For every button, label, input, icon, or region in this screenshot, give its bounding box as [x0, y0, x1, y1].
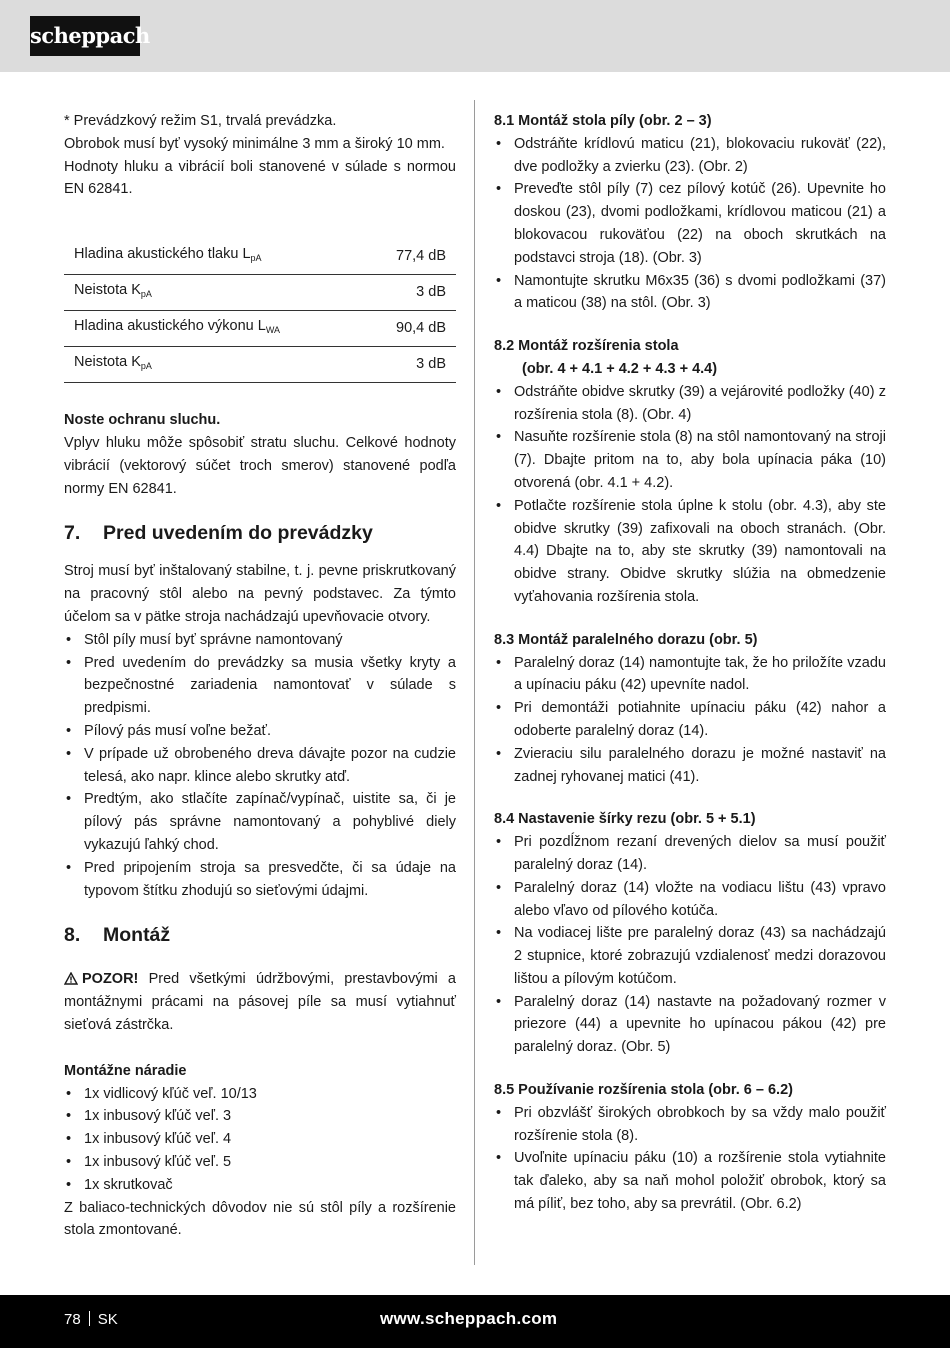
list-item: • Nasuňte rozšírenie stola (8) na stôl namontovaný na stroji (7). Dbajte pritom na to, aby bola upínacia páka (10) otvorená (obr. 4.1 + 4.2).	[494, 426, 886, 494]
warning-icon	[64, 972, 78, 985]
list-item: • Pred pripojením stroja sa presvedčte, či sa údaje na typovom štítku zhodujú so sieťovými údajmi.	[64, 857, 456, 903]
warning-label: POZOR!	[82, 971, 139, 988]
tools-title: Montážne náradie	[64, 1062, 187, 1079]
row-value: 90,4 dB	[371, 311, 456, 347]
list-item: • Pri pozdĺžnom rezaní drevených dielov sa musí použiť paralelný doraz (14).	[494, 831, 886, 877]
table-row	[64, 275, 456, 311]
subsection-8-4-title: 8.4 Nastavenie šírky rezu (obr. 5 + 5.1)	[494, 811, 756, 828]
list-item: • Pri obzvlášť širokých obrobkoch by sa vždy malo použiť rozšírenie stola (8).	[494, 1102, 886, 1148]
table-row	[64, 311, 456, 347]
footer-separator	[89, 1311, 90, 1326]
right-column	[494, 110, 886, 1216]
list-item: • Paralelný doraz (14) nastavte na požadovaný rozmer v priezore (44) a upevnite ho upínacou pákou (42) pre paralelný doraz. (Obr. 5)	[494, 991, 886, 1059]
subsection-8-5-title: 8.5 Používanie rozšírenia stola (obr. 6 – 6.2)	[494, 1082, 793, 1099]
row-label-sub: pA	[140, 289, 152, 300]
subsection-8-4-list	[494, 831, 886, 1059]
list-item: • Uvoľnite upínaciu páku (10) a rozšírenie stola vytiahnite tak ďaleko, aby sa naň mohol položiť obrobok, ktorý sa má píliť, bez toho, aby sa prevrátil. (Obr. 6.2)	[494, 1147, 886, 1215]
subsection-8-1-list	[494, 133, 886, 315]
column-divider	[474, 100, 475, 1265]
warning-text: Pred všetkými údržbovými, prestavbovými a montážnymi prácami na pásovej píle sa musí vytiahnuť sieťová zástrčka.	[64, 971, 456, 1033]
section-number: 7.	[64, 522, 81, 545]
list-item: • Pri demontáži potiahnite upínaciu páku (42) nahor a odoberte paralelný doraz (14).	[494, 697, 886, 743]
language-code: SK	[97, 1311, 118, 1328]
table-row	[64, 347, 456, 383]
row-value: 3 dB	[371, 347, 456, 383]
page-footer	[0, 1295, 950, 1348]
noise-table	[64, 239, 456, 383]
list-item: • Predtým, ako stlačíte zapínač/vypínač, uistite sa, či je pílový pás správne namontovaný a pohyblivé diely vykazujú ľahký chod.	[64, 788, 456, 856]
list-item: • Odstráňte krídlovú maticu (21), blokovaciu rukoväť (22), dve podložky a zvierku (23). (Obr. 2)	[494, 133, 886, 179]
subsection-8-1-title: 8.1 Montáž stola píly (obr. 2 – 3)	[494, 113, 712, 129]
section-7-text: Stroj musí byť inštalovaný stabilne, t. j. pevne priskrutkovaný na pracovný stôl alebo na pevný podstavec. Za týmto účelom sa v pätke stroja nachádzajú upevňovacie otvory.	[64, 563, 456, 625]
row-value: 77,4 dB	[371, 239, 456, 275]
list-item: • V prípade už obrobeného dreva dávajte pozor na cudzie telesá, ako napr. klince alebo skrutky atď.	[64, 743, 456, 789]
section-8-heading	[64, 922, 456, 948]
intro-line: * Prevádzkový režim S1, trvalá prevádzka.	[64, 113, 337, 129]
brand-logo: scheppach	[30, 16, 140, 56]
list-item: • 1x skrutkovač	[64, 1174, 456, 1197]
intro-line: Obrobok musí byť vysoký minimálne 3 mm a široký 10 mm.	[64, 135, 445, 152]
list-item: • 1x inbusový kľúč veľ. 5	[64, 1151, 456, 1174]
list-item: • Pred uvedením do prevádzky sa musia všetky kryty a bezpečnostné zariadenia namontovať v súlade s predpismi.	[64, 652, 456, 720]
list-item: • Paralelný doraz (14) vložte na vodiacu lištu (43) vpravo alebo vľavo od pílového kotúča.	[494, 877, 886, 923]
subsection-8-2-list	[494, 381, 886, 609]
row-label: Neistota K	[74, 354, 141, 371]
section-title: Pred uvedením do prevádzky	[103, 522, 373, 545]
packaging-note: Z baliaco-technických dôvodov nie sú stôl píly a rozšírenie stola zmontované.	[64, 1199, 456, 1239]
subsection-8-2-subtitle: (obr. 4 + 4.1 + 4.2 + 4.3 + 4.4)	[522, 360, 718, 377]
subsection-8-2-title: 8.2 Montáž rozšírenia stola	[494, 338, 679, 355]
left-column	[64, 110, 456, 1242]
table-row	[64, 239, 456, 275]
row-value: 3 dB	[371, 275, 456, 311]
website-link[interactable]: www.scheppach.com	[380, 1309, 558, 1328]
hearing-protection-text: Vplyv hluku môže spôsobiť stratu sluchu. Celkové hodnoty vibrácií (vektorový súčet troch smerov) stanovené podľa normy EN 62841.	[64, 434, 456, 497]
section-title: Montáž	[103, 924, 171, 947]
section-7-heading	[64, 520, 456, 546]
list-item: • Zvieraciu silu paralelného dorazu je možné nastaviť na zadnej ryhovanej matici (41).	[494, 743, 886, 789]
list-item: • Paralelný doraz (14) namontujte tak, že ho priložíte vzadu a upínaciu páku (42) upevníte nadol.	[494, 652, 886, 698]
row-label-sub: pA	[140, 361, 152, 372]
row-label: Hladina akustického výkonu L	[74, 318, 266, 335]
section-number: 8.	[64, 924, 81, 947]
page-number	[64, 1310, 118, 1330]
page-number-value: 78	[64, 1311, 81, 1328]
row-label-sub: pA	[250, 253, 262, 264]
row-label-sub: WA	[265, 325, 281, 336]
section-7-list	[64, 629, 456, 903]
warning-paragraph	[64, 968, 456, 1036]
intro-line: Hodnoty hluku a vibrácií boli stanovené v súlade s normou EN 62841.	[64, 158, 456, 198]
list-item: • 1x vidlicový kľúč veľ. 10/13	[64, 1083, 456, 1106]
list-item: • Pílový pás musí voľne bežať.	[64, 720, 456, 743]
list-item: • Potlačte rozšírenie stola úplne k stolu (obr. 4.3), aby ste obidve skrutky (39) zafixovali na oboch stranách. (Obr. 4.4) Dbajte na to, aby ste skrutky (39) namontovali na obidve strany. Obidve skrutky slúžia na obmedzenie vyťahovania rozšírenia stola.	[494, 495, 886, 609]
list-item: • Stôl píly musí byť správne namontovaný	[64, 629, 456, 652]
list-item: • 1x inbusový kľúč veľ. 3	[64, 1105, 456, 1128]
list-item: • Preveďte stôl píly (7) cez pílový kotúč (26). Upevnite ho doskou (23), dvomi podložkami, krídlovou maticou (21) a blokovacou rukoväťou (22) na oboch skrutkách na podstavci stroja (18). (Obr. 3)	[494, 178, 886, 269]
page-header	[0, 0, 950, 72]
subsection-8-5-list	[494, 1102, 886, 1216]
list-item: • 1x inbusový kľúč veľ. 4	[64, 1128, 456, 1151]
list-item: • Odstráňte obidve skrutky (39) a vejárovité podložky (40) z rozšírenia stola (8). (Obr. 4)	[494, 381, 886, 427]
row-label: Neistota K	[74, 282, 141, 299]
tools-list	[64, 1083, 456, 1197]
hearing-protection-title: Noste ochranu sluchu.	[64, 412, 221, 429]
subsection-8-3-list	[494, 652, 886, 789]
row-label: Hladina akustického tlaku L	[74, 246, 251, 263]
list-item: • Na vodiacej lište pre paralelný doraz (43) sa nachádzajú 2 stupnice, ktoré zobrazujú vzdialenosť medzi dorazovou lištou a pílovým kotúčom.	[494, 922, 886, 990]
subsection-8-3-title: 8.3 Montáž paralelného dorazu (obr. 5)	[494, 631, 758, 648]
list-item: • Namontujte skrutku M6x35 (36) s dvomi podložkami (37) a maticou (38) na stôl. (Obr. 3)	[494, 270, 886, 316]
